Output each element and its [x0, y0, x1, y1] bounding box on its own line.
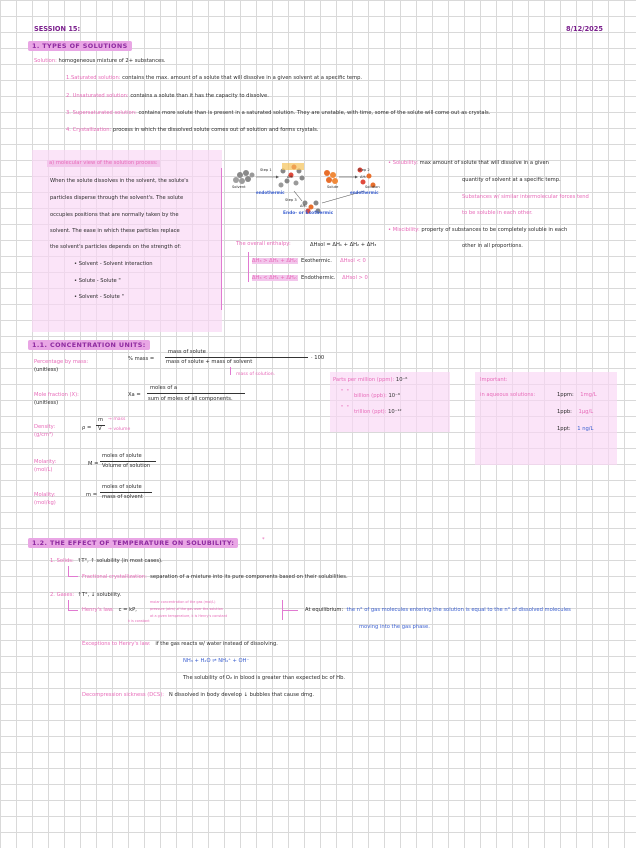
item-supersaturated: [66, 110, 490, 117]
equilibrium-text-1: the n° of gas molecules entering the solution is equal to the n° of dissolved molecules: [346, 607, 571, 613]
solute-caption: Solute: [327, 185, 339, 189]
miscibility-text-2: other in all proportions.: [462, 243, 523, 249]
overall-enthalpy-eq: ΔHsol = ΔH₁ + ΔH₂ + ΔH₃: [310, 242, 377, 248]
density-volume-note: → volume: [108, 427, 131, 432]
like-dissolves-2: to be soluble in each other.: [462, 210, 533, 216]
henry-label: Henry's law:: [82, 607, 114, 613]
endothermic-label-1: endothermic: [256, 190, 285, 195]
ppm-value: 10⁻⁶: [395, 377, 408, 383]
overall-enthalpy-label: The overall enthalpy:: [236, 241, 291, 247]
mole-fraction-unit: (unitless): [34, 400, 59, 406]
item-unsaturated: [66, 93, 269, 100]
solution-caption: Solution: [365, 185, 380, 189]
decompression-label: Decompression sickness (DCS):: [82, 692, 164, 698]
item-saturated: [66, 75, 362, 82]
molecular-para-5: the solvent's particles depends on the strength of:: [50, 244, 181, 250]
item-label: 3. Supersaturated solution:: [66, 110, 137, 116]
ppb-label: billion (ppb):: [354, 393, 387, 399]
enthalpy-case-1: [252, 258, 366, 265]
section-1-title: 1. TYPES OF SOLUTIONS: [28, 41, 132, 51]
density-m: m: [98, 417, 104, 423]
solids-label: 1. Solids:: [50, 558, 74, 564]
dh1-label: ΔH₁: [287, 175, 294, 179]
miscibility-text-1: property of substances to be completely soluble in each: [421, 227, 568, 233]
ditto-ppb: " ": [341, 389, 349, 395]
solids-text: ↑T°, ↑ solubility (in most cases).: [77, 558, 163, 564]
henry-note-2: pressure (atm) of the gas over the solution: [150, 607, 223, 611]
item-label: 2. Unsaturated solution:: [66, 93, 129, 99]
pct-frac-line: [165, 357, 308, 358]
case1-condition: ΔH₃ > ΔH₁ + ΔH₂:: [252, 258, 298, 264]
solute-cluster-icon: [324, 170, 338, 184]
mole-frac-line: [147, 393, 245, 394]
eq-row-ppm: [557, 392, 597, 399]
bullet-solute-solute: • Solute - Solute ": [74, 278, 121, 284]
eq-right: 1μg/L: [578, 409, 594, 415]
fractional-label: Fractional crystallization:: [82, 574, 147, 580]
enthalpy-bracket: [248, 252, 249, 282]
molarity-unit: (mol/L): [34, 467, 53, 473]
case2-result: ΔHsol > 0: [342, 275, 368, 281]
exceptions-label: Exceptions to Henry's law:: [82, 641, 151, 647]
decompression-row: [82, 692, 314, 699]
pct-mass-symbol: % mass =: [128, 356, 155, 362]
ppb-row: [354, 393, 400, 400]
ppt-row: [354, 409, 402, 416]
molality-symbol: m =: [86, 492, 98, 498]
frac-arrow-h: [68, 576, 78, 577]
enthalpy-case-2: [252, 275, 368, 282]
aqueous-label: in aqueous solutions:: [480, 392, 536, 398]
important-label: Important:: [480, 377, 508, 383]
eq-right: 1 ng/L: [577, 426, 594, 432]
ppt-value: 10⁻¹²: [388, 409, 402, 415]
gases-row: [50, 592, 121, 599]
bracket-line: [221, 168, 222, 310]
step3-label: Step 3: [285, 198, 297, 202]
molecular-para-1: When the solute dissolves in the solvent, the solute's: [50, 178, 189, 184]
pct-mass-numerator: mass of solute: [168, 349, 206, 355]
mole-fraction-numerator: moles of a: [150, 385, 178, 391]
density-volume-text: volume: [113, 427, 131, 432]
bullet-solvent-solute: • Solvent - Solute ": [74, 294, 124, 300]
item-text: contains more solute than is present in a saturated solution. They are unstable, with time, some of the solute will come out as crystals.: [138, 110, 491, 116]
ditto-ppt: " ": [341, 405, 349, 411]
case1-result: ΔHsol < 0: [340, 258, 366, 264]
exceptions-text: if the gas reacts w/ water instead of dissolving.: [155, 641, 278, 647]
molality-unit: (mol/kg): [34, 500, 56, 506]
density-mass-note: → mass: [108, 417, 126, 422]
molality-frac-line: [100, 492, 152, 493]
ppb-value: 10⁻⁹: [388, 393, 400, 399]
section-1-2-title: 1.2. THE EFFECT OF TEMPERATURE ON SOLUBILITY:: [28, 538, 238, 548]
date: 8/12/2025: [566, 25, 603, 33]
mole-fraction-symbol: Xa =: [128, 392, 141, 398]
step1-label: Step 1: [260, 168, 272, 172]
molarity-frac-line: [100, 461, 156, 462]
mole-fraction-denominator: sum of moles of all components.: [148, 396, 233, 402]
molality-numerator: moles of solute: [102, 484, 142, 490]
henry-equation: c = kP,: [118, 607, 137, 613]
molarity-symbol: M =: [88, 461, 99, 467]
gases-label: 2. Gases:: [50, 592, 75, 598]
solubility-label: Solubility:: [392, 160, 419, 166]
molality-denominator: mass of solvent: [102, 494, 143, 500]
item-label: 4. Crystallization:: [66, 127, 112, 133]
bullet-solvent-solvent: • Solvent - Solvent interaction: [74, 261, 153, 267]
frac-arrow-v: [68, 566, 69, 576]
density-symbol: ρ =: [82, 425, 92, 431]
henry-k-note: k is constant: [128, 619, 150, 623]
ppt-label: trillion (ppt):: [354, 409, 387, 415]
molecular-para-4: solvent. The ease in which these particles replace: [50, 228, 180, 234]
bullet-text: Solvent - Solute ": [78, 294, 124, 300]
eq-row-ppt: [557, 426, 593, 433]
density-label: Density:: [34, 424, 56, 430]
pct-mass-unit: (unitless): [34, 367, 59, 373]
eq-left: 1ppm:: [557, 392, 574, 398]
solvent-cluster-icon: [233, 170, 255, 184]
bullet-text: Solvent - Solvent interaction: [78, 261, 153, 267]
pct-mass-label: Percentage by mass:: [34, 359, 89, 365]
decompression-text: N dissolved in body develop ↓ bubbles that cause dmg.: [168, 692, 315, 698]
section-1-2-star: *: [262, 537, 265, 543]
pct-mass-mult: · 100: [311, 355, 325, 361]
molarity-numerator: moles of solute: [102, 453, 142, 459]
ppm-row: [333, 377, 407, 384]
item-crystallization: [66, 127, 318, 134]
bullet-text: Solute - Solute ": [78, 278, 121, 284]
case1-type: Exothermic.: [300, 258, 332, 264]
like-dissolves-1: Substances w/ similar intermolecular forces tend: [462, 194, 589, 200]
endothermic-label-2: endothermic: [350, 190, 379, 195]
solution-label: Solution:: [34, 58, 57, 64]
gases-text: ↑T°, ↓ solubility.: [77, 592, 122, 598]
solvent-caption: Solvent: [232, 185, 246, 189]
fractional-crystallization-row: [82, 574, 348, 581]
henry-note-3: at a given temperature, k is Henry's constant: [150, 614, 228, 618]
item-text: process in which the dissolved solute comes out of solution and forms crystals.: [112, 127, 319, 133]
molality-label: Molality:: [34, 492, 56, 498]
henry-arrow-h: [68, 610, 78, 611]
ammonia-reaction: NH₃ + H₂O ⇌ NH₄⁺ + OH⁻: [183, 658, 250, 664]
henry-law-row: [82, 607, 137, 614]
eq-right: 1mg/L: [580, 392, 597, 398]
ppm-label: Parts per million (ppm):: [333, 377, 395, 383]
solubility-note: • Solubility: max amount of solute that will dissolve in a given: [388, 160, 549, 166]
case2-condition: ΔH₃ < ΔH₁ + ΔH₂:: [252, 275, 298, 281]
oxygen-blood-note: The solubility of O₂ in blood is greater than expected bc of Hb.: [183, 675, 346, 681]
exceptions-row: [82, 641, 278, 648]
dh2-label: ΔH₂: [360, 175, 367, 179]
equilibrium-text-2: moving into the gas phase.: [359, 624, 430, 630]
solubility-text-1: max amount of solute that will dissolve in a given: [419, 160, 549, 166]
item-label: 1.Saturated solution:: [66, 75, 121, 81]
solids-row: [50, 558, 163, 565]
pct-note-arrow: [230, 367, 231, 375]
mole-fraction-label: Mole fraction (X):: [34, 392, 79, 398]
endo-exo-label: Endo- or Exothermic: [283, 211, 334, 216]
miscibility-note: • Miscibility: property of substances to be completely soluble in each: [388, 227, 568, 233]
miscibility-label: Miscibility:: [392, 227, 420, 233]
density-unit: (g/cm³): [34, 432, 54, 438]
equilibrium-row: [305, 607, 571, 614]
case2-type: Endothermic.: [300, 275, 336, 281]
item-text: contains a solute than it has the capacity to dissolve.: [130, 93, 269, 99]
henry-note-1: molar concentration of the gas (mol/L): [150, 600, 216, 604]
eq-left: 1ppb:: [557, 409, 572, 415]
density-v: V: [98, 426, 102, 432]
item-text: contains the max. amount of a solute that will dissolve in a given solvent at a specific temp.: [122, 75, 363, 81]
pct-mass-note: mass of solution.: [236, 372, 276, 377]
equil-arrow: [282, 610, 298, 611]
molecular-para-2: particles disperse through the solvent's. The solute: [50, 195, 184, 201]
equilibrium-label: At equilibrium:: [305, 607, 344, 613]
molarity-label: Molarity:: [34, 459, 57, 465]
dh3-label: ΔH₃: [300, 204, 307, 208]
molecular-para-3: occupies positions that are normally taken by the: [50, 212, 179, 218]
section-1-1-title: 1.1. CONCENTRATION UNITS:: [28, 340, 150, 350]
henry-arrow-v: [68, 600, 69, 610]
molecular-view-title: a) molecular view of the solution process:: [49, 160, 158, 166]
eq-row-ppb: [557, 409, 593, 416]
solubility-text-2: quantity of solvent at a specific temp.: [462, 177, 561, 183]
molarity-denominator: Volume of solution: [102, 463, 151, 469]
solution-text: homogeneous mixture of 2+ substances.: [58, 58, 166, 64]
step2-label: Step 2: [358, 168, 370, 172]
pct-mass-denominator: mass of solute + mass of solvent: [166, 359, 253, 365]
density-mass-text: mass: [113, 417, 126, 422]
fractional-text: separation of a mixture into its pure components based on their solubilities.: [150, 574, 348, 580]
eq-left: 1ppt:: [557, 426, 571, 432]
solution-definition: [34, 58, 166, 65]
important-box: [475, 372, 617, 465]
session-title: SESSION 15:: [34, 25, 81, 33]
